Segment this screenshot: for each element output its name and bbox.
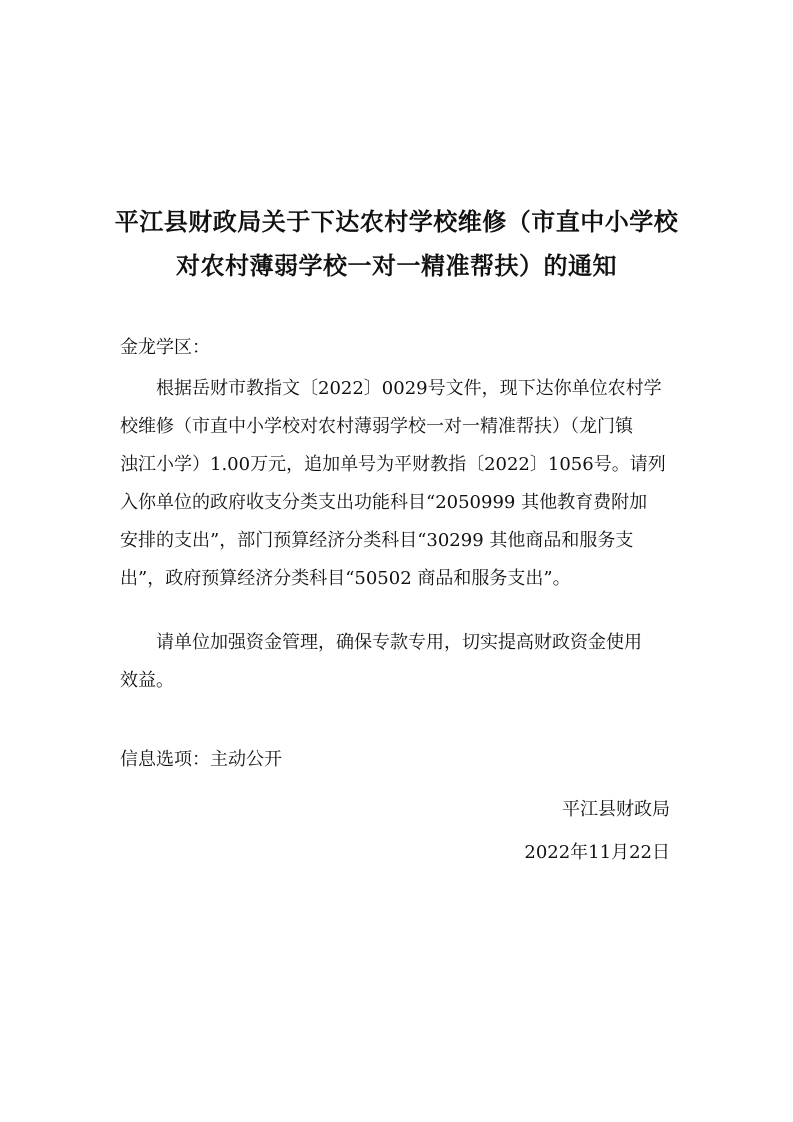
body-paragraph-2 xyxy=(120,624,676,700)
signature-block xyxy=(524,788,670,874)
paragraph-1-line-6: 出”，政府预算经济分类科目“50502 商品和服务支出”。 xyxy=(120,568,571,589)
salutation: 金龙学区： xyxy=(120,337,210,358)
paragraph-1-line-1: 根据岳财市教指文〔2022〕0029号文件，现下达你单位农村学 xyxy=(156,378,662,399)
issuer-name: 平江县财政局 xyxy=(562,799,670,820)
body-paragraph-1 xyxy=(120,370,676,598)
paragraph-2-line-2: 效益。 xyxy=(120,670,174,691)
paragraph-1-line-5: 安排的支出”，部门预算经济分类科目“30299 其他商品和服务支 xyxy=(120,530,634,551)
title-line-1: 平江县财政局关于下达农村学校维修（市直中小学校 xyxy=(114,208,679,236)
paragraph-1-line-2: 校维修（市直中小学校对农村薄弱学校一对一精准帮扶）（龙门镇 xyxy=(120,416,633,437)
issue-date: 2022年11月22日 xyxy=(524,842,670,863)
paragraph-1-line-4: 入你单位的政府收支分类支出功能科目“2050999 其他教育费附加 xyxy=(120,492,648,513)
document-title xyxy=(100,200,693,288)
title-line-2: 对农村薄弱学校一对一精准帮扶）的通知 xyxy=(176,252,617,280)
disclosure-option: 信息选项：主动公开 xyxy=(120,749,282,770)
paragraph-1-line-3: 浊江小学）1.00万元，追加单号为平财教指〔2022〕1056号。请列 xyxy=(120,454,666,475)
paragraph-2-line-1: 请单位加强资金管理，确保专款专用，切实提高财政资金使用 xyxy=(156,632,642,653)
